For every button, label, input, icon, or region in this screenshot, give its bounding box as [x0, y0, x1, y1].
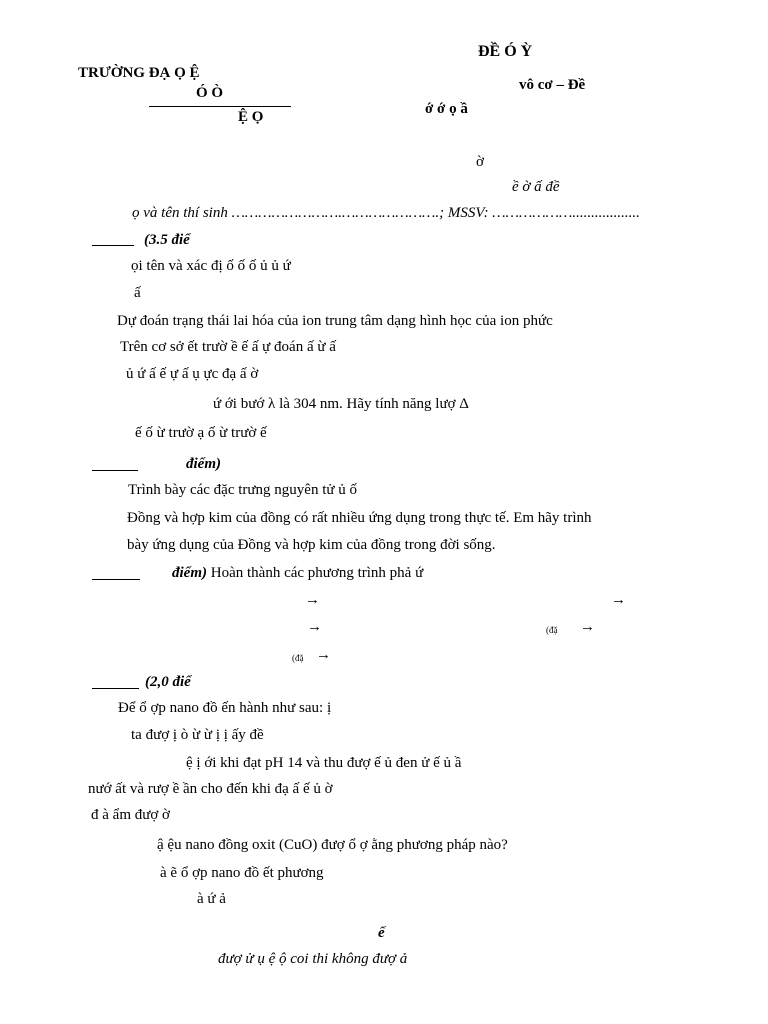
q4-line: nướ ất và rượ ề ần cho đến khi đạ ấ ế ủ ờ	[88, 781, 333, 797]
q4-line: ệ ị ới khi đạt pH 14 và thu đượ ế ủ đen ử ế ủ ầ	[186, 755, 462, 771]
exam-note: ề ờ ấ đề	[512, 179, 560, 195]
q2-line: Trình bày các đặc trưng nguyên tử ủ ố	[128, 482, 357, 498]
q3-heading: điểm)	[172, 565, 207, 581]
q1-line: Trên cơ sở ết trườ ề ế ấ ự đoán ấ ừ ấ	[120, 339, 336, 355]
q3-heading-line	[172, 566, 423, 581]
reaction-arrow: →	[307, 619, 322, 635]
q3-label-underline	[92, 579, 140, 580]
q2-heading: điểm)	[186, 456, 221, 472]
exam-duration: ờ	[476, 154, 484, 170]
q4-line: Để ổ ợp nano đồ ến hành như sau: ị	[118, 700, 332, 716]
q4-label-underline	[92, 688, 139, 689]
q2-line: bày ứng dụng của Đồng và hợp kim của đồng trong đời sống.	[127, 537, 496, 553]
q4-line: đ à ẩm đượ ờ	[91, 807, 170, 823]
reaction-arrow: →	[305, 592, 320, 608]
q1-line: ọi tên và xác đị ố ố ố ủ ủ ứ	[131, 258, 291, 274]
candidate-info-line: ọ và tên thí sinh …………………….………………….; MSSV: ………………..................	[132, 205, 640, 221]
reaction-condition: (đặ	[546, 625, 558, 635]
q1-line: ấ	[134, 285, 141, 301]
q1-line: ứ ới bướ λ là 304 nm. Hãy tính năng lượ Δ	[213, 396, 469, 412]
q4-line: à ẽ ổ ợp nano đồ ết phương	[160, 865, 324, 881]
exam-class: ớ ớ ọ ầ	[425, 101, 468, 117]
header-divider	[149, 106, 291, 107]
exam-title: ĐỀ Ó Ỳ	[478, 43, 533, 60]
q1-heading: (3.5 điể	[144, 232, 190, 248]
q1-line: ế ố ừ trườ ạ ố ừ trườ ế	[135, 425, 267, 441]
faculty-name: Ó Ò	[196, 85, 224, 101]
reaction-condition: (đặ	[292, 653, 304, 663]
end-marker: ế	[378, 925, 385, 941]
q1-line: Dự đoán trạng thái lai hóa của ion trung tâm dạng hình học của ion phức	[117, 313, 553, 329]
q4-line: ậ ệu nano đồng oxit (CuO) đượ ổ ợ ằng phương pháp nào?	[157, 837, 508, 853]
q1-label-underline	[92, 245, 134, 246]
q4-line: à ứ ả	[197, 891, 226, 907]
reaction-arrow: →	[611, 592, 626, 608]
school-name: TRƯỜNG ĐẠ Ọ Ệ	[78, 65, 200, 81]
reaction-arrow: →	[580, 619, 595, 635]
q1-line: ủ ứ ấ ế ự ấ ụ ực đạ ấ ờ	[126, 366, 259, 382]
q3-instruction: Hoàn thành các phương trình phả ứ	[210, 565, 424, 581]
q4-line: ta đượ ị ò ừ ừ ị ị ấy đề	[131, 727, 264, 743]
reaction-arrow: →	[316, 647, 331, 663]
exam-subject: vô cơ – Đề	[519, 77, 586, 93]
footer-note: đượ ử ụ ệ ộ coi thi không đượ ả	[218, 951, 408, 967]
q2-label-underline	[92, 470, 138, 471]
department-name: Ệ Ọ	[238, 109, 264, 125]
q2-line: Đồng và hợp kim của đồng có rất nhiều ứng dụng trong thực tế. Em hãy trình	[127, 510, 592, 526]
q4-heading: (2,0 điể	[145, 674, 191, 690]
